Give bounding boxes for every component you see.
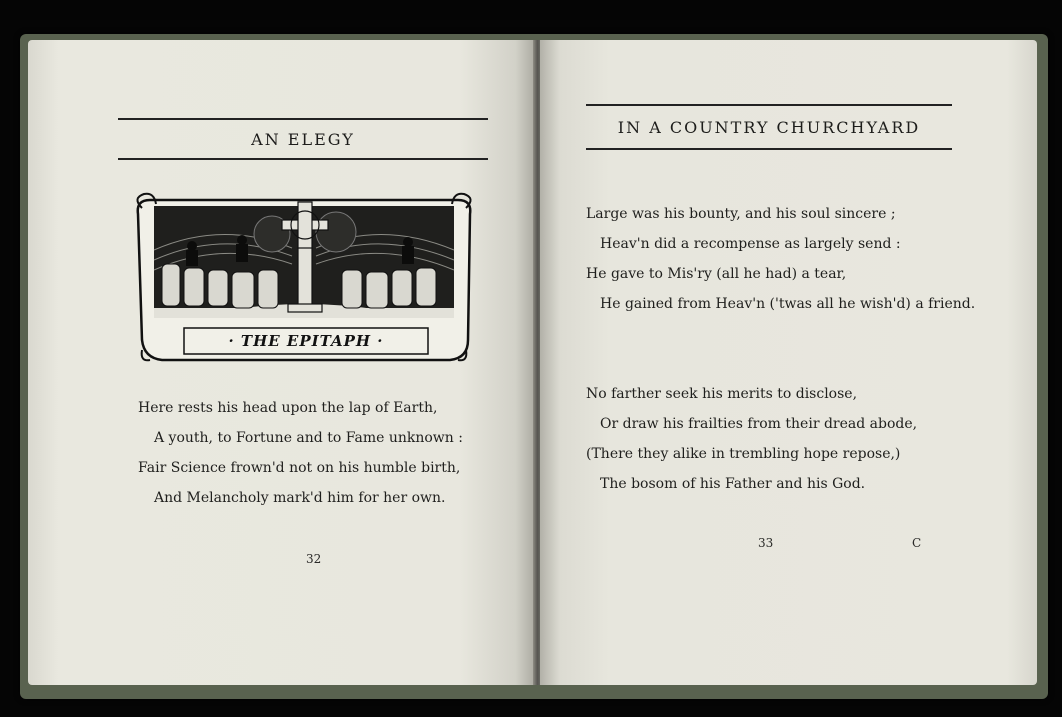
top-rule xyxy=(118,118,488,120)
verse-line: And Melancholy mark'd him for her own. xyxy=(154,490,446,506)
verse-line: (There they alike in trembling hope repose,) xyxy=(586,446,901,462)
running-head-left: AN ELEGY xyxy=(251,130,355,149)
verse-line: A youth, to Fortune and to Fame unknown : xyxy=(154,430,463,446)
right-page xyxy=(540,40,1037,685)
page-number-left: 32 xyxy=(306,552,322,566)
page-number-right: 33 xyxy=(758,536,774,550)
verse-line: Here rests his head upon the lap of Earth, xyxy=(138,400,438,416)
left-page xyxy=(28,40,536,685)
plate-caption: · THE EPITAPH · xyxy=(228,332,384,350)
verse-line: The bosom of his Father and his God. xyxy=(600,476,866,492)
running-head-right: IN A COUNTRY CHURCHYARD xyxy=(617,118,921,137)
verse-line: He gained from Heav'n ('twas all he wish'd) a friend. xyxy=(600,296,976,312)
verse-line: Fair Science frown'd not on his humble birth, xyxy=(138,460,461,476)
verse-line: Large was his bounty, and his soul sincere ; xyxy=(586,206,896,222)
top-rule xyxy=(586,104,952,106)
verse-line: No farther seek his merits to disclose, xyxy=(586,386,858,402)
bottom-rule xyxy=(118,158,488,160)
verse-line: Or draw his frailties from their dread abode, xyxy=(600,416,918,432)
epitaph-illustration xyxy=(132,190,478,368)
verse-line: He gave to Mis'ry (all he had) a tear, xyxy=(586,266,847,282)
bottom-rule xyxy=(586,148,952,150)
verse-line: Heav'n did a recompense as largely send : xyxy=(600,236,901,252)
signature-mark: C xyxy=(912,536,922,550)
